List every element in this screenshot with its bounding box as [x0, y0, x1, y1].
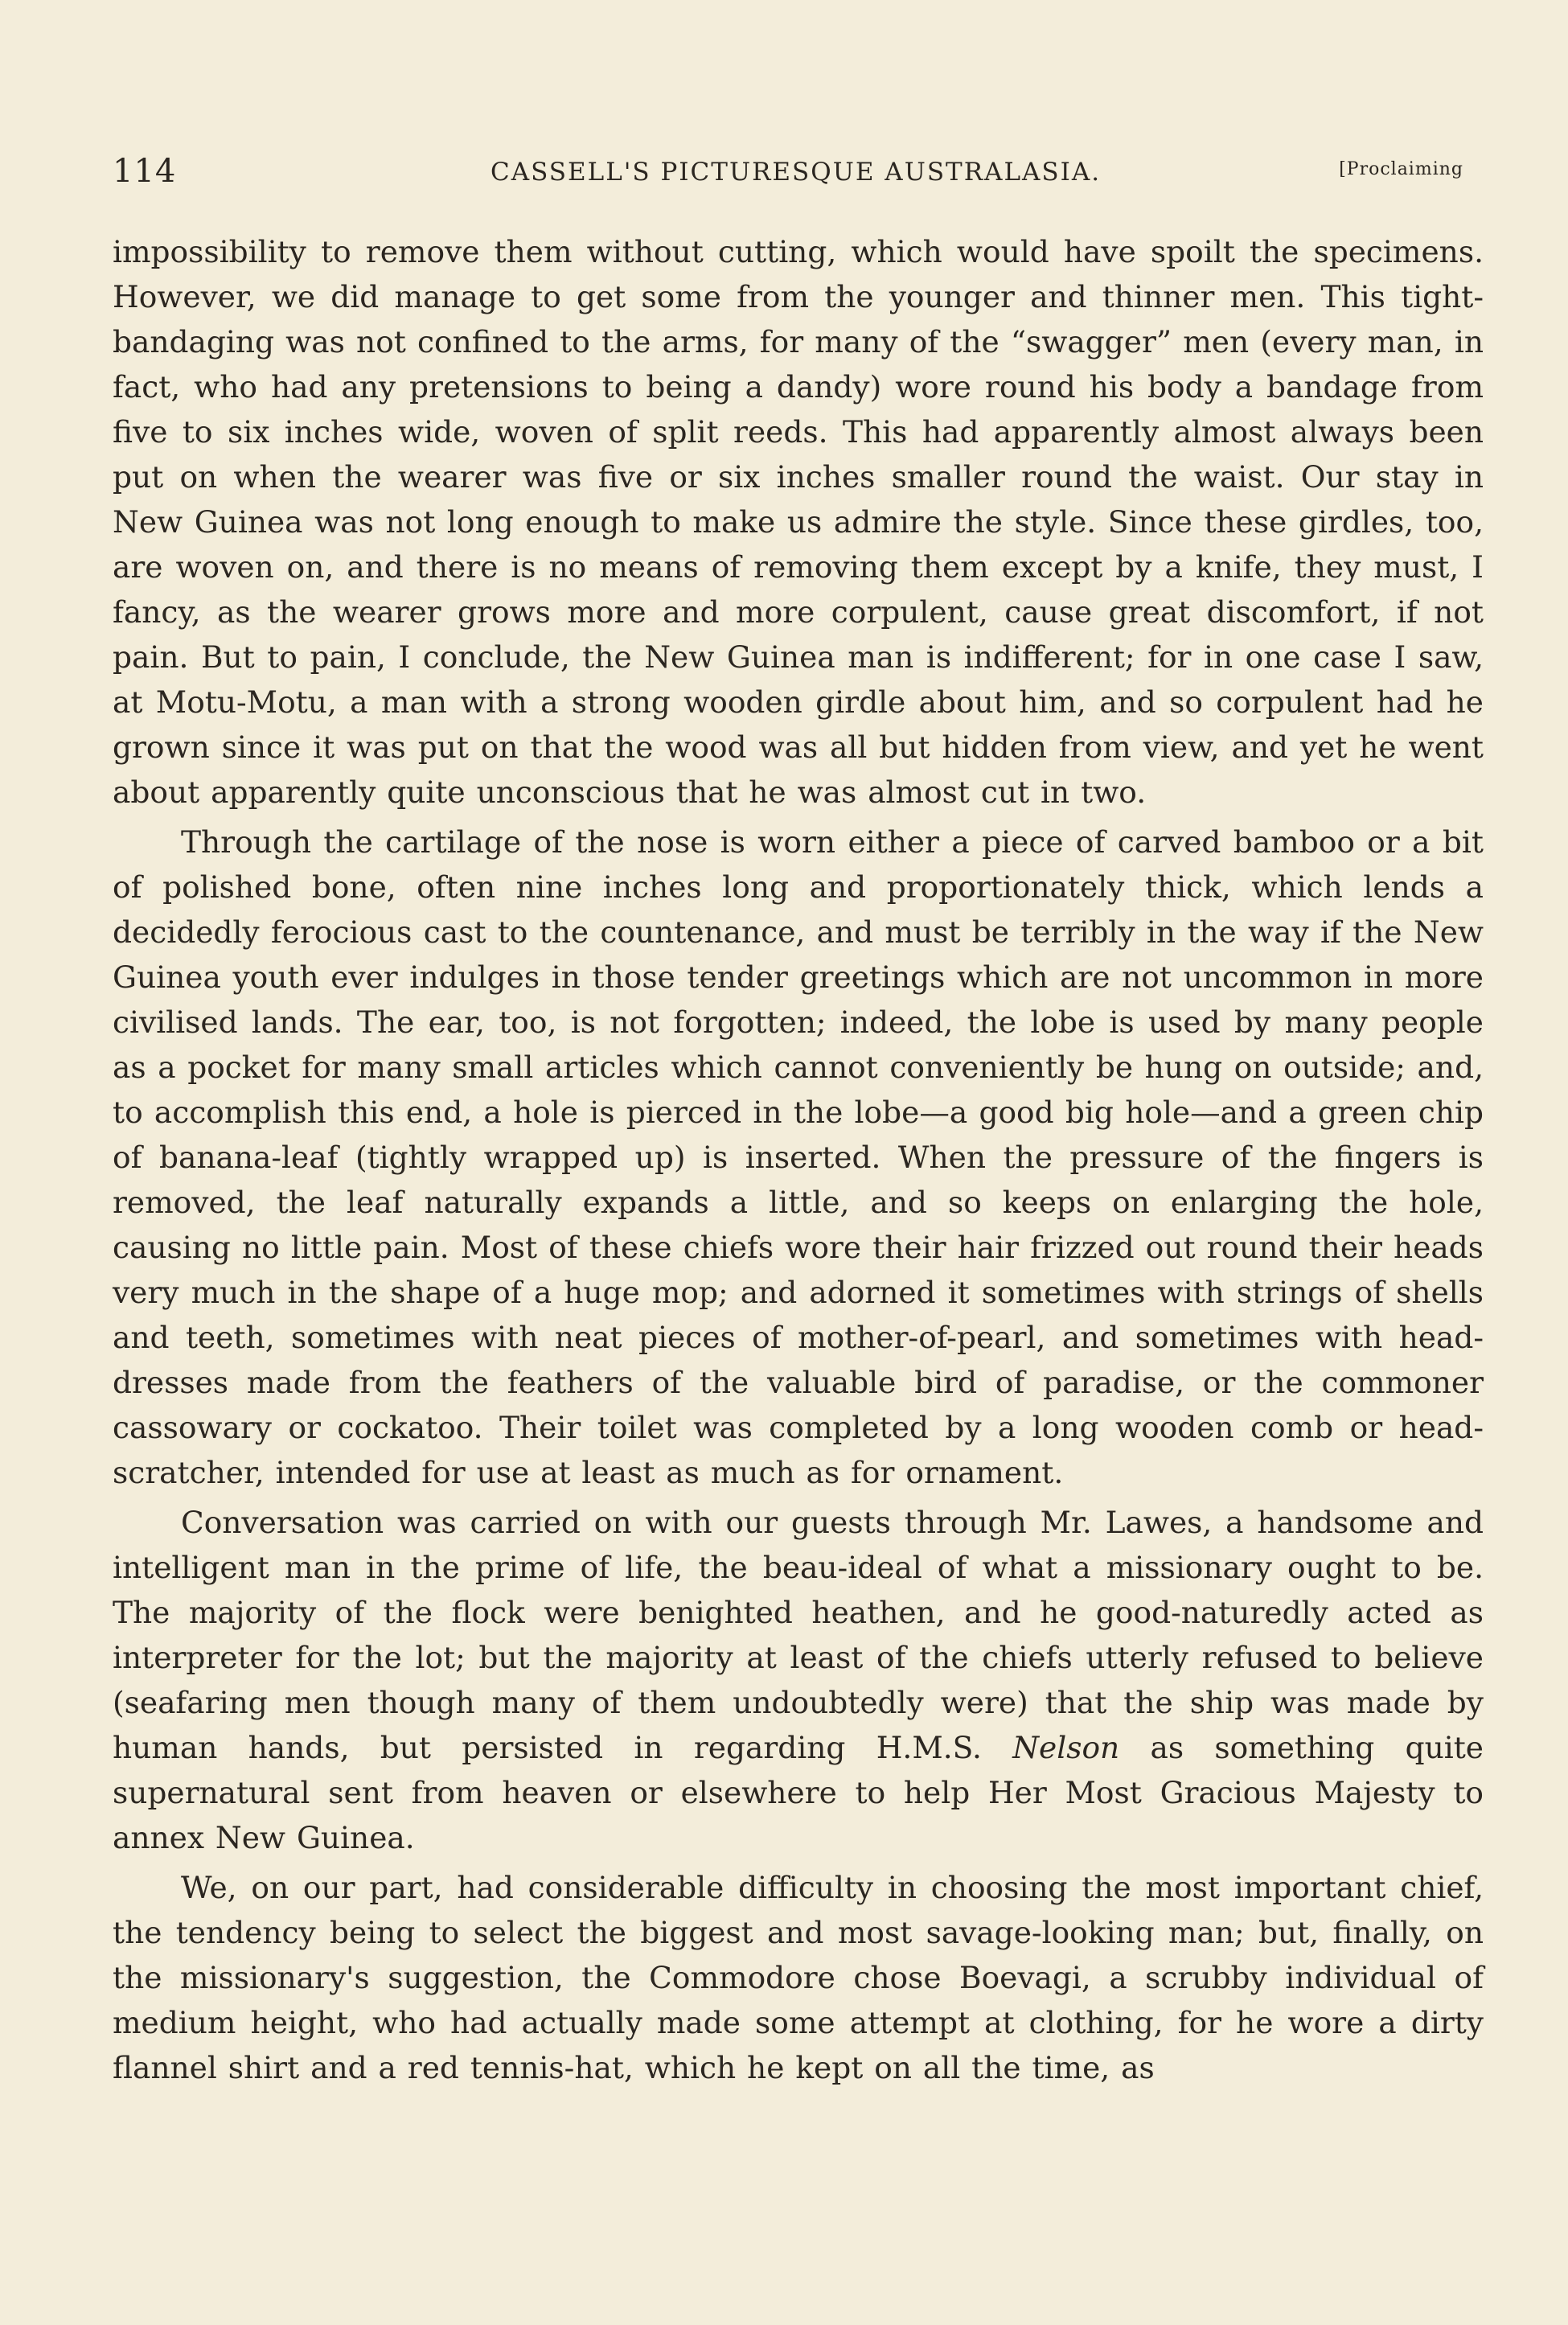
ship-name: Nelson	[1012, 1730, 1120, 1765]
page-number: 114	[113, 153, 177, 190]
body-text	[113, 229, 1484, 2095]
page-header	[113, 153, 1463, 201]
paragraph-3	[113, 1500, 1484, 1860]
paragraph-1: impossibility to remove them without cutting, which would have spoilt the specimens. However, we did manage to get some from the younger and thinner men. This tight-bandaging was not confined to the arms, for many of the “swagger” men (every man, in fact, who had any pretensions to being a dandy) wore round his body a bandage from five to six inches wide, woven of split reeds. This had apparently almost always been put on when the wearer was five or six inches smaller round the waist. Our stay in New Guinea was not long enough to make us admire the style. Since these girdles, too, are woven on, and there is no means of removing them except by a knife, they must, I fancy, as the wearer grows more and more corpulent, cause great discomfort, if not pain. But to pain, I conclude, the New Guinea man is indifferent; for in one case I saw, at Motu-Motu, a man with a strong wooden girdle about him, and so corpulent had he grown since it was put on that the wood was all but hidden from view, and yet he went about apparently quite unconscious that he was almost cut in two.	[113, 234, 1484, 810]
running-title: CASSELL'S PICTURESQUE AUSTRALASIA.	[491, 158, 1102, 187]
paragraph-3-text-after: as something quite supernatural sent from heaven or elsewhere to help Her Most Gracious Majesty to annex New Guinea.	[113, 1730, 1484, 1855]
paragraph-4: We, on our part, had considerable difficulty in choosing the most important chief, the tendency being to select the biggest and most savage-looking man; but, finally, on the missionary's suggestion, the Commodore chose Boevagi, a scrubby individual of medium height, who had actually made some attempt at clothing, for he wore a dirty flannel shirt and a red tennis-hat, which he kept on all the time, as	[113, 1870, 1484, 2085]
running-section-word: [Proclaiming	[1339, 159, 1463, 179]
paragraph-2: Through the cartilage of the nose is worn either a piece of carved bamboo or a bit of polished bone, often nine inches long and proportionately thick, which lends a decidedly ferocious cast to the countenance, and must be terribly in the way if the New Guinea youth ever indulges in those tender greetings which are not uncommon in more civilised lands. The ear, too, is not forgotten; indeed, the lobe is used by many people as a pocket for many small articles which cannot conveniently be hung on outside; and, to accomplish this end, a hole is pierced in the lobe—a good big hole—and a green chip of banana-leaf (tightly wrapped up) is inserted. When the pressure of the fingers is removed, the leaf naturally expands a little, and so keeps on enlarging the hole, causing no little pain. Most of these chiefs wore their hair frizzed out round their heads very much in the shape of a huge mop; and adorned it sometimes with strings of shells and teeth, sometimes with neat pieces of mother-of-pearl, and sometimes with head-dresses made from the feathers of the valuable bird of paradise, or the commoner cassowary or cockatoo. Their toilet was completed by a long wooden comb or head-scratcher, intended for use at least as much as for ornament.	[113, 824, 1484, 1490]
paragraph-3-text-before: Conversation was carried on with our guests through Mr. Lawes, a handsome and intelligent man in the prime of life, the beau-ideal of what a missionary ought to be. The majority of the flock were benighted heathen, and he good-naturedly acted as interpreter for the lot; but the majority at least of the chiefs utterly refused to believe (seafaring men though many of them undoubtedly were) that the ship was made by human hands, but persisted in regarding H.M.S.	[113, 1505, 1484, 1765]
